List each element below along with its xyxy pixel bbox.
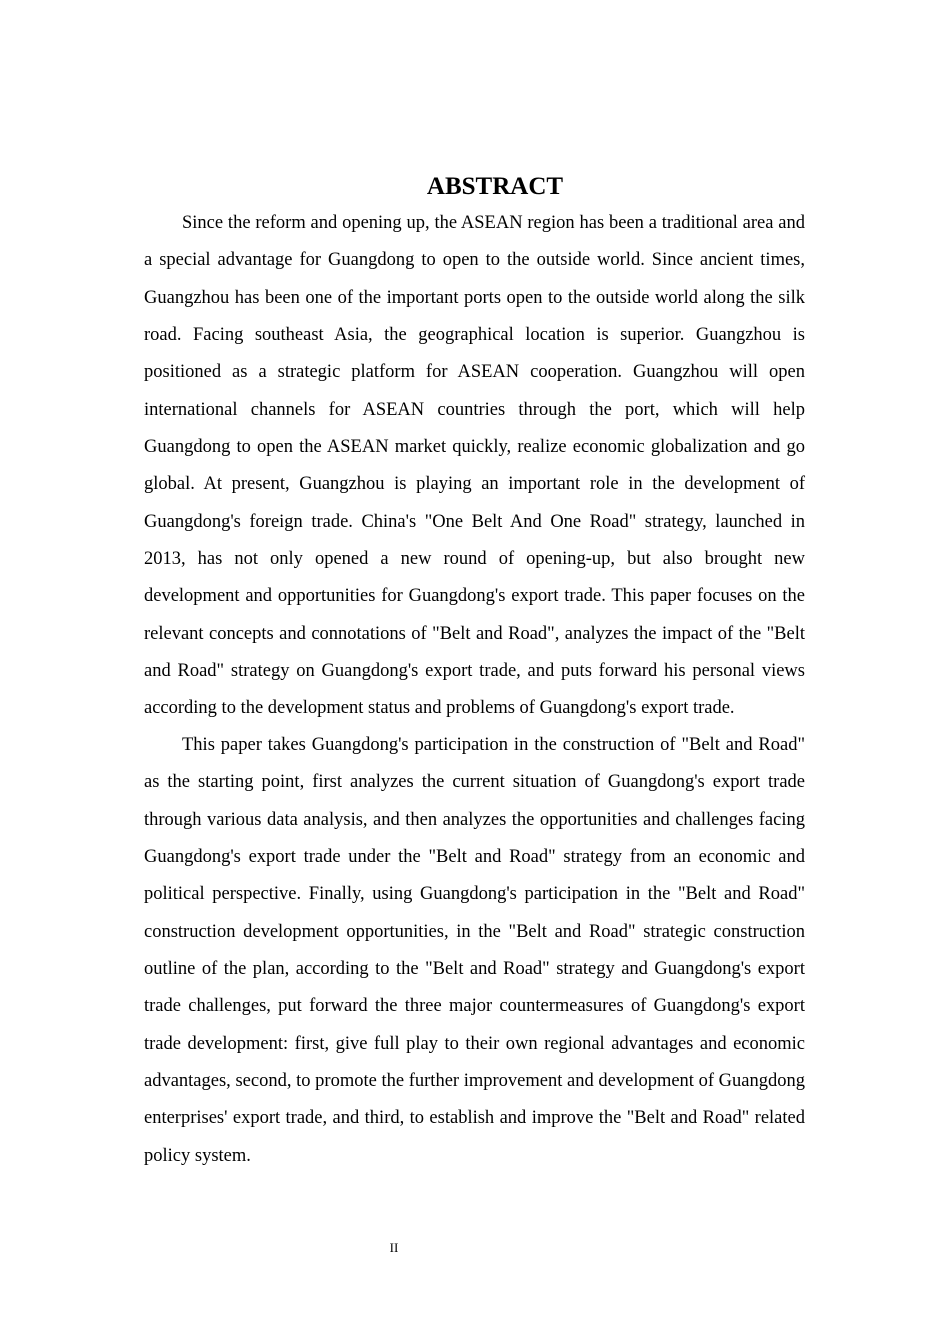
abstract-paragraph-2: This paper takes Guangdong's participation in the construction of "Belt and Road" as the starting point, first analyzes the current situation of Guangdong's export trade through various data analysis, and then analyzes the opportunities and challenges facing Guangdong's export trade under the "Belt and Road" strategy from an economic and political perspective. Finally, using Guangdong's participation in the "Belt and Road" construction development opportunities, in the "Belt and Road" strategic construction outline of the plan, according to the "Belt and Road" strategy and Guangdong's export trade challenges, put forward the three major countermeasures of Guangdong's export trade development: first, give full play to their own regional advantages and economic advantages, second, to promote the further improvement and development of Guangdong enterprises' export trade, and third, to establish and improve the "Belt and Road" related policy system. (144, 734, 805, 1166)
abstract-title: ABSTRACT (426, 173, 564, 200)
abstract-paragraph-1: Since the reform and opening up, the ASEAN region has been a traditional area and a special advantage for Guangdong to open to the outside world. Since ancient times, Guangzhou has been one of the important ports open to the outside world along the silk road. Facing southeast Asia, the geographical location is superior. Guangzhou is positioned as a strategic platform for ASEAN cooperation. Guangzhou will open international channels for ASEAN countries through the port, which will help Guangdong to open the ASEAN market quickly, realize economic globalization and go global. At present, Guangzhou is playing an important role in the development of Guangdong's foreign trade. China's "One Belt And One Road" strategy, launched in 2013, has not only opened a new round of opening-up, but also brought new development and opportunities for Guangdong's export trade. This paper focuses on the relevant concepts and connotations of "Belt and Road", analyzes the impact of the "Belt and Road" strategy on Guangdong's export trade, and puts forward his personal views according to the development status and problems of Guangdong's export trade. (144, 213, 805, 719)
page-number: II (389, 1240, 399, 1255)
abstract-body (144, 205, 805, 1175)
